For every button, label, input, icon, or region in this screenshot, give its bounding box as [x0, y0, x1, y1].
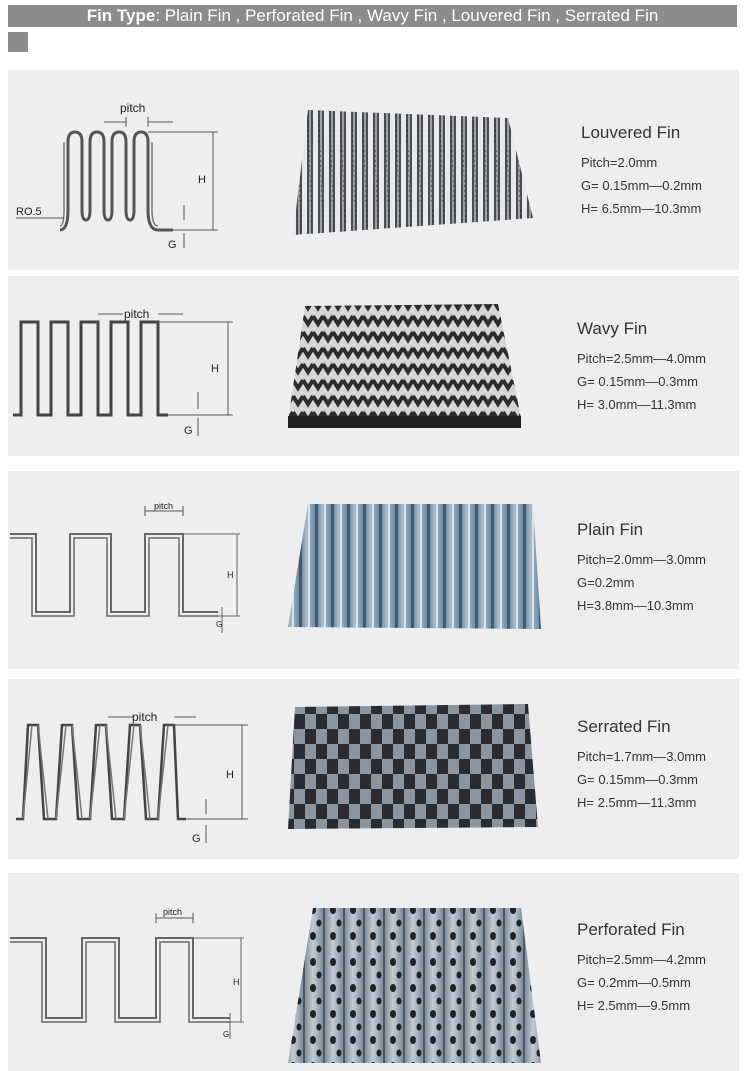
fin-h: H= 3.0mm—11.3mm — [577, 397, 697, 412]
fin-name: Serrated Fin — [577, 717, 671, 736]
serrated-g-label: G — [192, 833, 201, 845]
wavy-fin-diagram — [8, 276, 278, 456]
fin-name: Wavy Fin — [577, 319, 648, 338]
fin-g: G= 0.15mm—0.3mm — [577, 374, 699, 389]
serrated-fin-diagram — [8, 679, 278, 859]
plain-fin-photo — [283, 499, 548, 659]
fin-type-label: Fin Type — [86, 6, 156, 25]
serrated-fin-photo — [283, 699, 543, 849]
fin-type-header — [8, 5, 737, 27]
fin-name: Perforated Fin — [577, 920, 685, 939]
perforated-specs — [577, 920, 706, 1017]
fin-panel-wavy — [8, 276, 739, 456]
wavy-fin-photo — [283, 296, 543, 436]
plain-specs — [577, 520, 706, 617]
fin-pitch: Pitch=2.0mm—3.0mm — [577, 552, 706, 567]
plain-g-label: G — [216, 620, 223, 629]
plain-fin-diagram — [8, 471, 278, 669]
fin-pitch: Pitch=1.7mm—3.0mm — [577, 749, 706, 764]
fin-pitch: Pitch=2.5mm—4.2mm — [577, 952, 706, 967]
fin-panel-serrated — [8, 679, 739, 859]
serrated-specs — [577, 717, 706, 814]
fin-h: H= 2.5mm—9.5mm — [577, 998, 691, 1013]
wavy-g-label: G — [184, 425, 193, 437]
perforated-h-label: H — [233, 977, 240, 987]
fin-type-separator: : — [155, 6, 165, 25]
louvered-h-label: H — [198, 174, 206, 186]
wavy-h-label: H — [211, 363, 219, 375]
header-marker — [8, 32, 28, 52]
fin-type-list: Plain Fin , Perforated Fin , Wavy Fin , Louvered Fin , Serrated Fin — [164, 6, 659, 25]
fin-pitch: Pitch=2.5mm—4.0mm — [577, 351, 706, 366]
louvered-fin-photo — [283, 90, 543, 260]
fin-panel-perforated — [8, 873, 739, 1071]
louvered-fin-diagram — [8, 70, 278, 270]
serrated-h-label: H — [226, 769, 234, 781]
fin-name: Louvered Fin — [581, 123, 681, 142]
perforated-g-label: G — [223, 1030, 230, 1039]
louvered-specs — [581, 123, 702, 220]
fin-pitch: Pitch=2.0mm — [581, 155, 658, 170]
fin-g: G=0.2mm — [577, 575, 635, 590]
plain-pitch-label: pitch — [154, 501, 174, 511]
perforated-fin-photo — [283, 903, 548, 1068]
fin-h: H= 2.5mm—11.3mm — [577, 795, 697, 810]
fin-g: G= 0.15mm—0.2mm — [581, 178, 703, 193]
fin-panel-louvered — [8, 70, 739, 270]
fin-name: Plain Fin — [577, 520, 644, 539]
fin-g: G= 0.15mm—0.3mm — [577, 772, 699, 787]
fin-g: G= 0.2mm—0.5mm — [577, 975, 691, 990]
plain-h-label: H — [227, 570, 234, 580]
perforated-fin-diagram — [8, 873, 278, 1071]
serrated-pitch-label: pitch — [132, 710, 158, 724]
fin-panel-plain — [8, 471, 739, 669]
perforated-pitch-label: pitch — [163, 907, 183, 917]
fin-h: H=3.8mm—10.3mm — [577, 598, 694, 613]
louvered-radius-label: RO.5 — [16, 206, 42, 218]
wavy-specs — [577, 319, 706, 416]
fin-h: H= 6.5mm—10.3mm — [581, 201, 702, 216]
wavy-pitch-label: pitch — [124, 307, 150, 321]
louvered-g-label: G — [168, 239, 177, 251]
louvered-pitch-label: pitch — [120, 101, 146, 115]
